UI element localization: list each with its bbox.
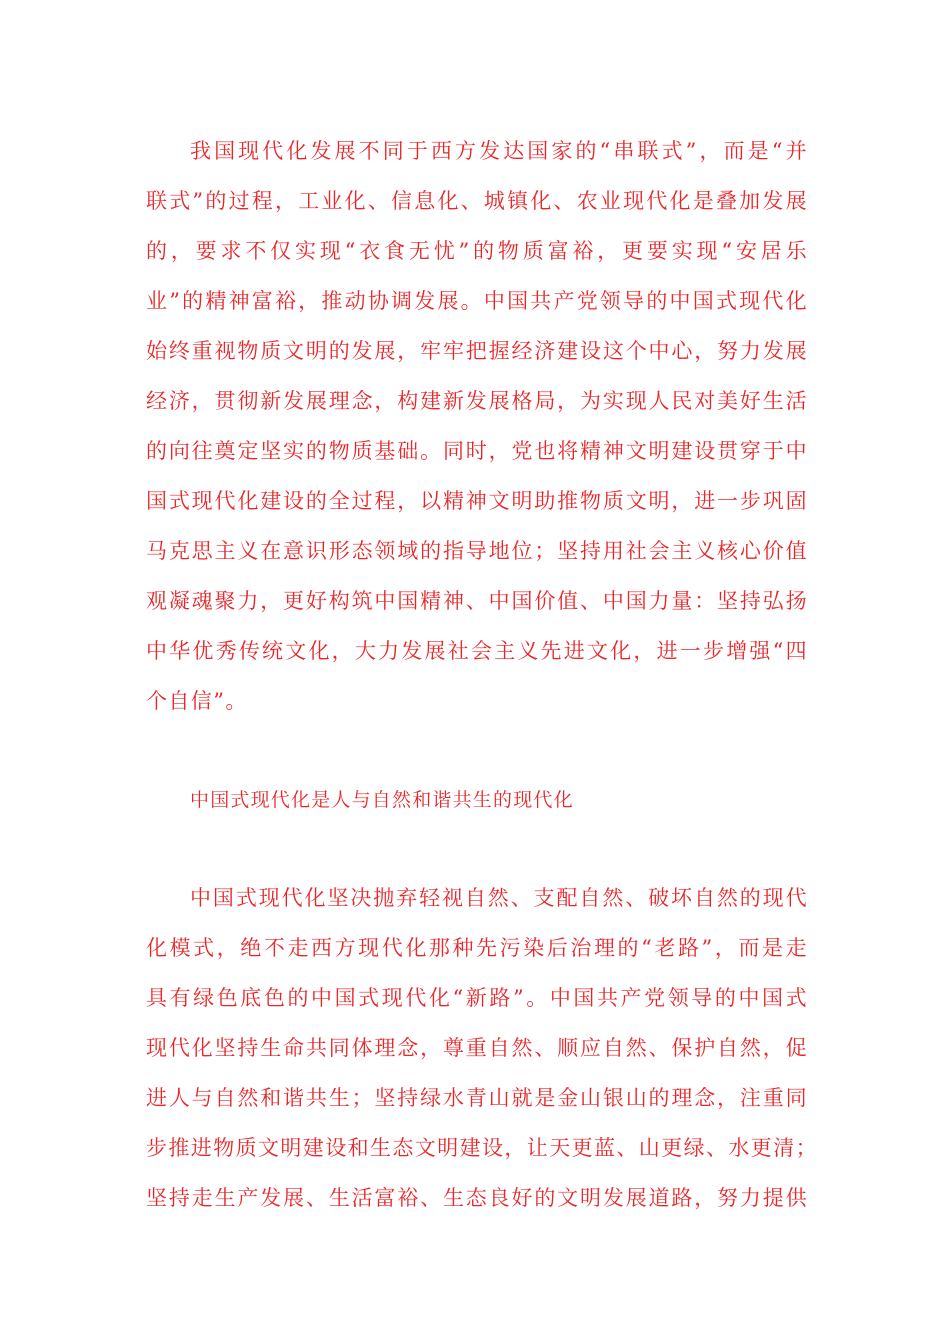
section-heading: 中国式现代化是人与自然和谐共生的现代化 bbox=[190, 789, 574, 811]
text-line: 始终重视物质文明的发展，牢牢把握经济建设这个中心，努力发展 bbox=[146, 339, 808, 363]
text-line: 个自信”。 bbox=[146, 689, 248, 713]
text-line: 国式现代化建设的全过程，以精神文明助推物质文明，进一步巩固 bbox=[146, 489, 808, 513]
text-line: 坚持走生产发展、生活富裕、生态良好的文明发展道路，努力提供 bbox=[146, 1186, 808, 1210]
text-line: 具有绿色底色的中国式现代化“新路”。中国共产党领导的中国式 bbox=[146, 986, 808, 1010]
text-line: 现代化坚持生命共同体理念，尊重自然、顺应自然、保护自然，促 bbox=[146, 1036, 808, 1060]
text-line: 的，要求不仅实现“衣食无忧”的物质富裕，更要实现“安居乐 bbox=[146, 239, 808, 263]
text-line: 观凝魂聚力，更好构筑中国精神、中国价值、中国力量：坚持弘扬 bbox=[146, 589, 808, 613]
text-line: 化模式，绝不走西方现代化那种先污染后治理的“老路”，而是走 bbox=[146, 936, 808, 960]
text-line: 的向往奠定坚实的物质基础。同时，党也将精神文明建设贯穿于中 bbox=[146, 439, 808, 463]
text-line: 联式”的过程，工业化、信息化、城镇化、农业现代化是叠加发展 bbox=[146, 189, 808, 213]
text-line: 业”的精神富裕，推动协调发展。中国共产党领导的中国式现代化 bbox=[146, 289, 808, 313]
text-line: 中华优秀传统文化，大力发展社会主义先进文化，进一步增强“四 bbox=[146, 639, 808, 663]
paragraph-material-spiritual bbox=[146, 126, 808, 726]
text-line: 中国式现代化坚决抛弃轻视自然、支配自然、破坏自然的现代 bbox=[190, 886, 808, 910]
paragraph-harmony-nature bbox=[146, 873, 818, 1223]
text-line: 我国现代化发展不同于西方发达国家的“串联式”，而是“并 bbox=[190, 139, 808, 163]
text-line: 马克思主义在意识形态领域的指导地位；坚持用社会主义核心价值 bbox=[146, 539, 808, 563]
text-line: 进人与自然和谐共生；坚持绿水青山就是金山银山的理念，注重同 bbox=[146, 1086, 808, 1110]
text-line: 步推进物质文明建设和生态文明建设，让天更蓝、山更绿、水更清； bbox=[146, 1136, 818, 1160]
text-line: 经济，贯彻新发展理念，构建新发展格局，为实现人民对美好生活 bbox=[146, 389, 808, 413]
